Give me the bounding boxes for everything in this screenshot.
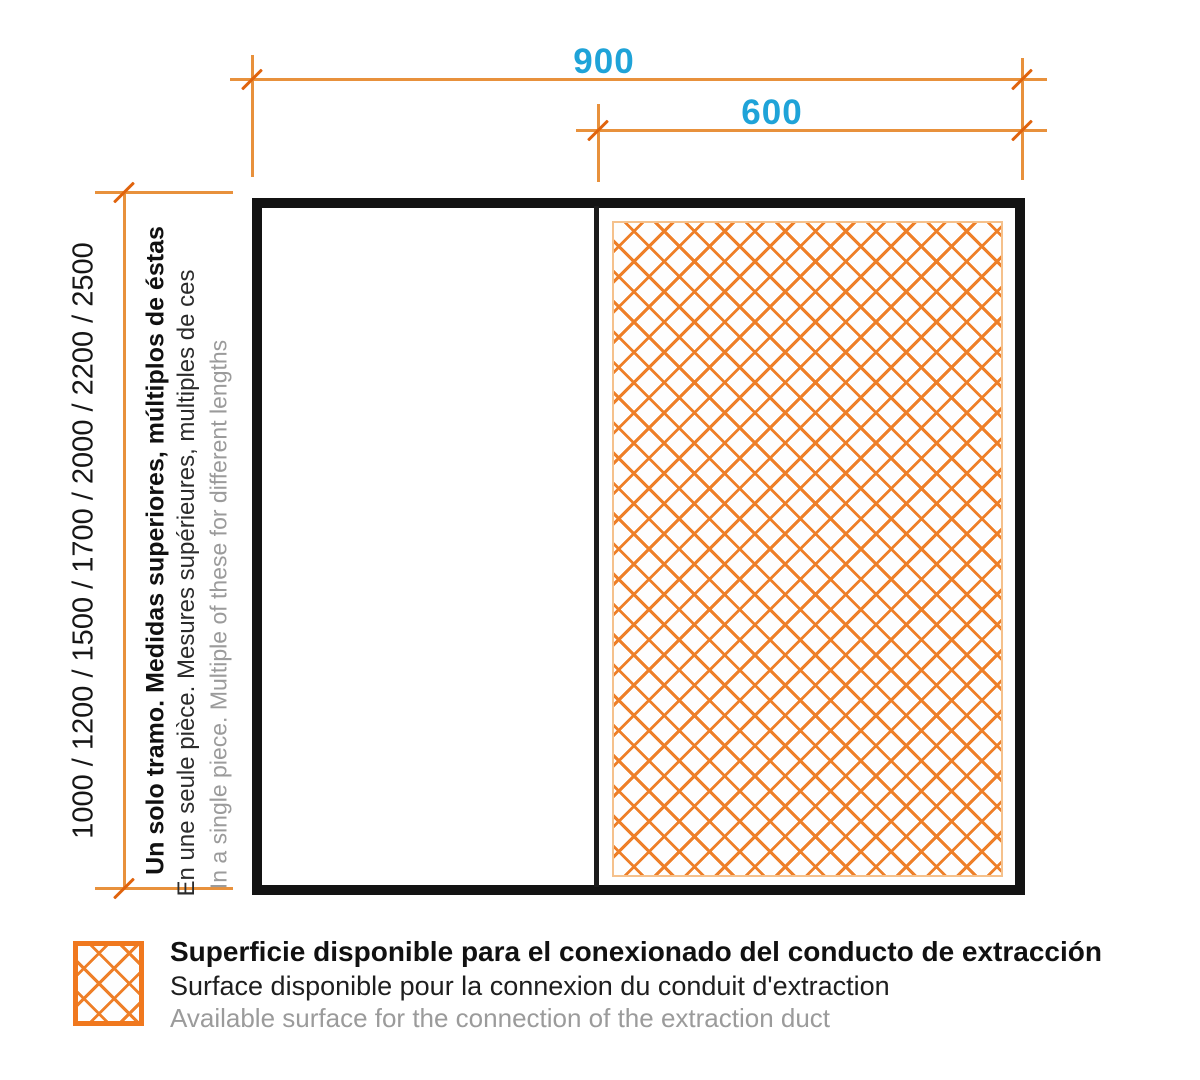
panel-divider-line — [594, 206, 599, 887]
length-note-spanish: Un solo tramo. Medidas superiores, múltiplos de éstas — [141, 226, 170, 875]
legend-text-spanish: Superficie disponible para el conexionado del conducto de extracción — [170, 936, 1102, 967]
dimension-value-total-width: 900 — [573, 42, 635, 81]
extension-line-left-900 — [251, 55, 254, 177]
dimension-line-length — [123, 192, 126, 890]
legend-text-english: Available surface for the connection of the extraction duct — [170, 1003, 831, 1033]
legend-text-french: Surface disponible pour la connexion du conduit d'extraction — [170, 971, 890, 1001]
orange-crosshatch-swatch-icon — [73, 941, 144, 1026]
length-note-english: In a single piece. Multiple of these for different lengths — [205, 339, 232, 890]
extension-line-top-length — [95, 191, 233, 194]
connection-surface-hatch — [612, 221, 1003, 877]
length-note-french: En une seule pièce. Mesures supérieures, multiples de ces — [173, 269, 200, 897]
extension-line-left-600 — [597, 104, 600, 182]
dimension-value-connection-width: 600 — [741, 93, 803, 132]
available-lengths-label: 1000 / 1200 / 1500 / 1700 / 2000 / 2200 / 2500 — [67, 242, 100, 839]
